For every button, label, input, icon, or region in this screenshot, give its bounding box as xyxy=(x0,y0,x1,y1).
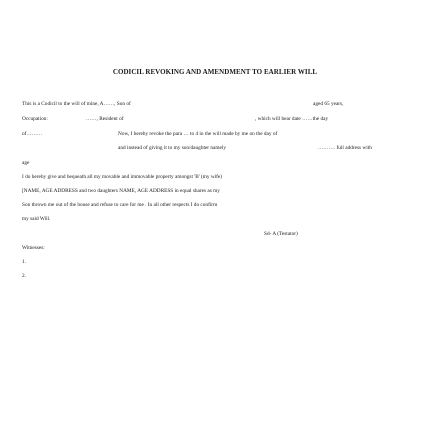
instead-text: and instead of giving it to my son/daughter namely xyxy=(118,145,226,151)
codicil-intro-text: This is a Codicil to the will of mine, A……, Son of xyxy=(22,101,131,107)
witness-2: 2. xyxy=(22,273,26,279)
bequest-line-3: Son thrown me out of the house and refuse to care for me . In all other respects I do confirm xyxy=(22,202,218,208)
bequest-line-4: my said Will. xyxy=(22,216,51,222)
age-word: age xyxy=(22,160,30,166)
witness-1: 1. xyxy=(22,259,26,265)
age-text: aged 65 years, xyxy=(313,101,344,107)
will-date-text: , which will bear date ……the day xyxy=(255,116,329,122)
witnesses-label: Witnesses: xyxy=(22,245,45,251)
resident-text: ……, Resident of xyxy=(86,116,124,122)
bequest-line-2: [NAME, AGE ADDRESS and two daughters NAME, AGE ADDRESS in equal shares as my xyxy=(22,188,220,194)
of-date-text: of……… xyxy=(22,131,43,137)
occupation-label: Occupation: xyxy=(22,116,48,122)
revoke-text: Now, I hereby revoke the para … to 4 in the will made by me on the day of xyxy=(118,131,278,137)
document-title: CODICIL REVOKING AND AMENDMENT TO EARLIER WILL xyxy=(112,68,318,76)
bequest-line-1: I do hereby give and bequeath all my movable and immovable property amongst 'B' (my wife) xyxy=(22,174,223,180)
testator-signature: Sd- A (Testator) xyxy=(264,231,298,237)
full-address-text: ………. full address with xyxy=(318,145,372,151)
